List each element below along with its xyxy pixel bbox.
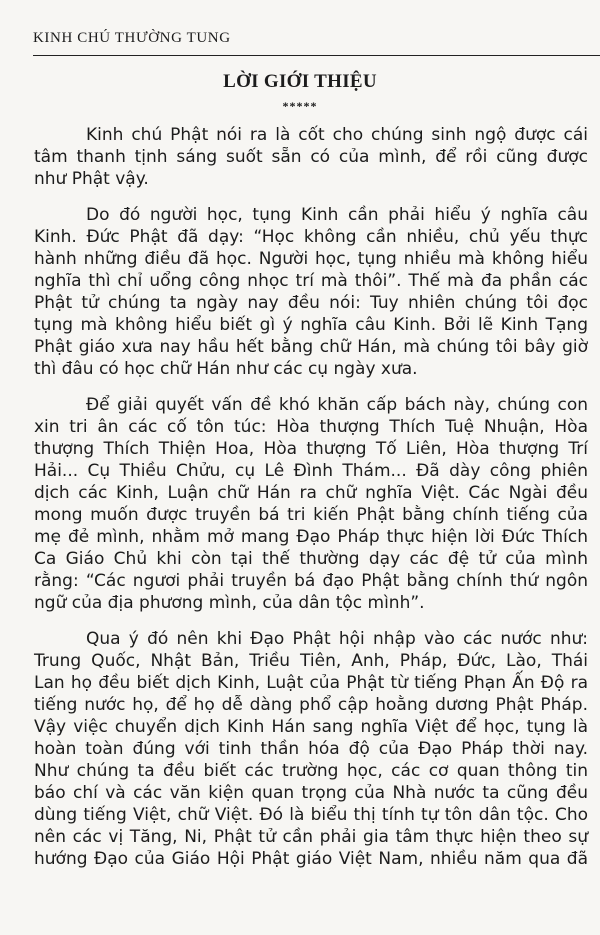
text-line: Qua ý đó nên khi Đạo Phật hội nhập vào các nước như: — [86, 629, 588, 649]
text-line: hướng Đạo của Giáo Hội Phật giáo Việt Nam, nhiều năm qua đã — [34, 849, 588, 869]
paragraph — [34, 394, 588, 614]
text-line: hành những điều đã học. Người học, tụng nhiều mà không hiểu — [34, 249, 588, 269]
text-line: Kinh chú Phật nói ra là cốt cho chúng sinh ngộ được cái — [86, 125, 588, 145]
text-line: dùng tiếng Việt, chữ Việt. Đó là biểu thị tính tự tôn dân tộc. Cho — [34, 805, 588, 825]
text-line: xin tri ân các cố tôn túc: Hòa thượng Thích Tuệ Nhuận, Hòa — [34, 417, 588, 437]
running-header: KINH CHÚ THƯỜNG TUNG — [33, 30, 231, 46]
paragraph — [34, 124, 588, 190]
paragraph — [34, 628, 588, 870]
paragraph — [34, 204, 588, 380]
text-line: Ca Giáo Chủ khi còn tại thế thường dạy các đệ tử của mình — [34, 549, 588, 569]
text-line: tiếng nước họ, để họ dễ dàng phổ cập hoằng dương Phật Pháp. — [34, 695, 588, 715]
body-text — [34, 124, 588, 884]
text-line: báo chí và các văn kiện quan trọng của Nhà nước ta cũng đều — [34, 783, 588, 803]
text-line: Lan họ đều biết dịch Kinh, Luật của Phật từ tiếng Phạn Ấn Độ ra — [34, 673, 588, 693]
header-divider — [33, 55, 600, 56]
text-line: hoàn toàn đúng với tinh thần hóa độ của Đạo Pháp thời nay. — [34, 739, 588, 759]
text-line: dịch các Kinh, Luận chữ Hán ra chữ nghĩa Việt. Các Ngài đều — [34, 483, 588, 503]
text-line: rằng: “Các ngươi phải truyền bá đạo Phật bằng chính thứ ngôn — [34, 571, 588, 591]
text-line: Trung Quốc, Nhật Bản, Triều Tiên, Anh, Pháp, Đức, Lào, Thái — [34, 651, 588, 671]
page-title: LỜI GIỚI THIỆU — [223, 71, 377, 92]
text-line: như Phật vậy. — [34, 169, 149, 189]
text-line: Vậy việc chuyển dịch Kinh Hán sang nghĩa Việt để học, tụng là — [34, 717, 588, 737]
text-line: thượng Thích Thiện Hoa, Hòa thượng Tố Liên, Hòa thượng Trí — [34, 439, 588, 459]
text-line: Phật tử chúng ta ngày nay đều nói: Tuy nhiên chúng tôi đọc — [34, 293, 588, 313]
text-line: Như chúng ta đều biết các trường học, các cơ quan thông tin — [34, 761, 588, 781]
text-line: nên các vị Tăng, Ni, Phật tử cần phải gia tâm thực hiện theo sự — [34, 827, 588, 847]
text-line: thì đâu có học chữ Hán như các cụ ngày xưa. — [34, 359, 418, 379]
text-line: mẹ đẻ mình, nhằm mở mang Đạo Pháp thực hiện lời Đức Thích — [34, 527, 588, 547]
text-line: mong muốn được truyền bá tri kiến Phật bằng chính tiếng của — [34, 505, 588, 525]
text-line: Để giải quyết vấn đề khó khăn cấp bách này, chúng con — [86, 395, 588, 415]
text-line: tụng mà không hiểu biết gì ý nghĩa câu Kinh. Bởi lẽ Kinh Tạng — [34, 315, 588, 335]
text-line: Kinh. Đức Phật đã dạy: “Học không cần nhiều, chủ yếu thực — [34, 227, 588, 247]
title-separator: ***** — [282, 99, 318, 113]
text-line: Hải... Cụ Thiều Chửu, cụ Lê Đình Thám... Đã dày công phiên — [34, 461, 588, 481]
text-line: nghĩa thì chỉ uổng công nhọc trí mà thôi”. Thế mà đa phần các — [34, 271, 588, 291]
text-line: tâm thanh tịnh sáng suốt sẵn có của mình, để rồi cũng được — [34, 147, 588, 167]
text-line: Phật giáo xưa nay hầu hết bằng chữ Hán, mà chúng tôi bây giờ — [34, 337, 588, 357]
text-line: Do đó người học, tụng Kinh cần phải hiểu ý nghĩa câu — [86, 205, 588, 225]
text-line: ngữ của địa phương mình, của dân tộc mình”. — [34, 593, 425, 613]
